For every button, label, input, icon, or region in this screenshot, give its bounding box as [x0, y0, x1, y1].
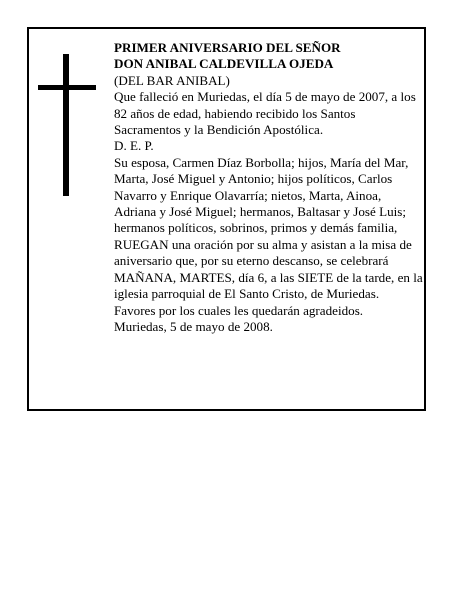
place-date-line: Muriedas, 5 de mayo de 2008.	[114, 318, 273, 334]
title-line-2: DON ANIBAL CALDEVILLA OJEDA	[114, 56, 334, 72]
obituary-text	[114, 40, 424, 335]
rip-line: D. E. P.	[114, 138, 154, 154]
cross-icon	[38, 54, 96, 196]
death-paragraph: Que falleció en Muriedas, el día 5 de mayo de 2007, a los 82 años de edad, habiendo recibido los Santos Sacramentos y la Bendición Apostólica.	[114, 89, 416, 138]
subtitle: (DEL BAR ANIBAL)	[114, 72, 230, 88]
thanks-line: Favores por los cuales les quedarán agradeidos.	[114, 302, 364, 318]
family-paragraph: Su esposa, Carmen Díaz Borbolla; hijos, María del Mar, Marta, José Miguel y Antonio; hijos políticos, Carlos Navarro y Enrique Olavarría; nietos, Marta, Ainoa, Adriana y José Miguel; hermanos, Baltasar y José Luis; hermanos políticos, sobrinos, primos y demás familia,	[114, 154, 409, 236]
title-line-1: PRIMER ANIVERSARIO DEL SEÑOR	[114, 40, 341, 55]
mass-paragraph: RUEGAN una oración por su alma y asistan a la misa de aniversario que, por su eterno descanso, se celebrará MAÑANA, MARTES, día 6, a las SIETE de la tarde, en la iglesia parroquial de El Santo Cristo, de Muriedas.	[114, 236, 423, 302]
cross-horizontal-bar	[38, 85, 96, 90]
cross-vertical-bar	[63, 54, 69, 196]
